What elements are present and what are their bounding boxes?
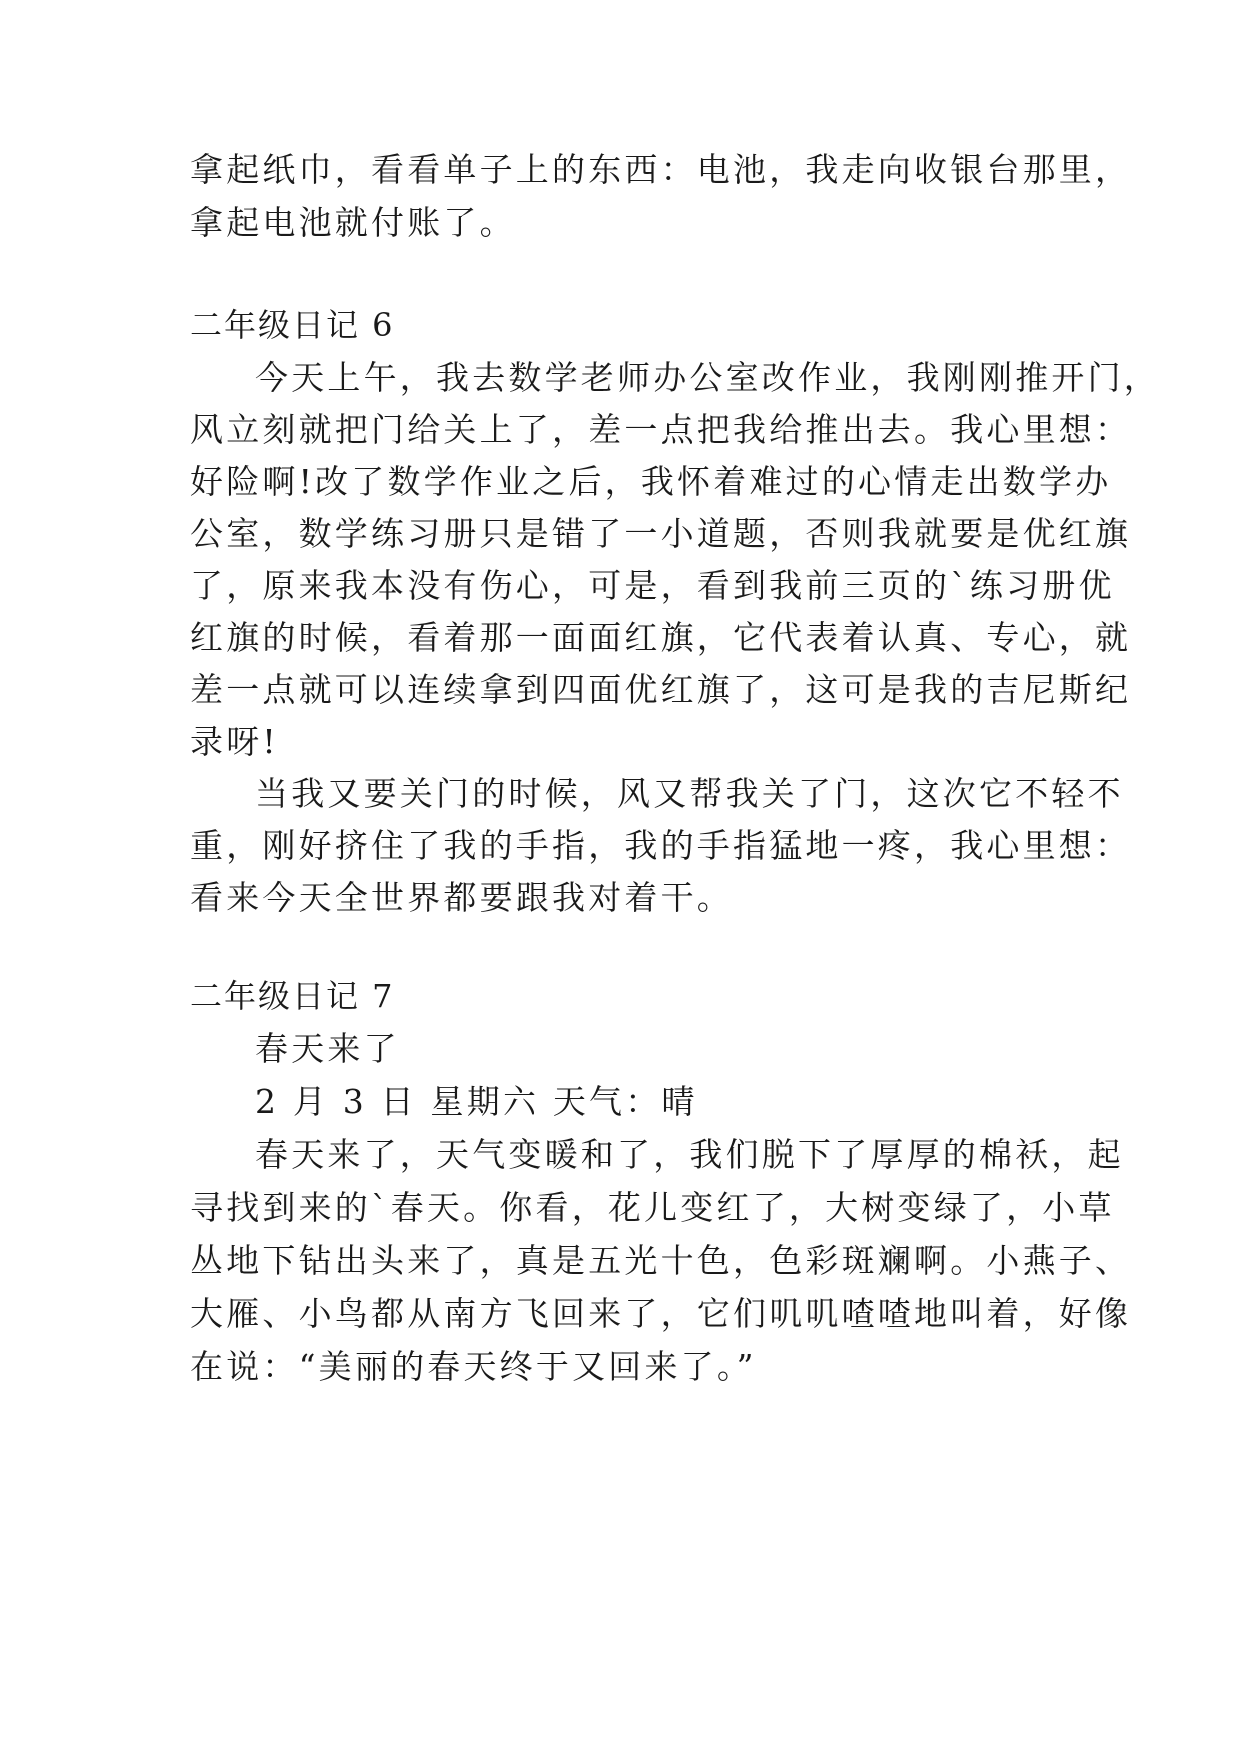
diary6-p2-line-2: 重，刚好挤住了我的手指，我的手指猛地一疼，我心里想：	[190, 826, 1132, 865]
diary6-p1-line-1: 今天上午，我去数学老师办公室改作业，我刚刚推开门，	[255, 358, 1160, 397]
diary7-date-line: 2 月 3 日 星期六 天气：晴	[255, 1082, 698, 1121]
intro-line-1: 拿起纸巾，看看单子上的东西：电池，我走向收银台那里，	[190, 150, 1132, 189]
diary7-p1-line-1: 春天来了，天气变暖和了，我们脱下了厚厚的棉袄，起	[255, 1135, 1124, 1174]
diary6-title: 二年级日记 6	[190, 306, 395, 344]
diary6-p1-line-2: 风立刻就把门给关上了，差一点把我给推出去。我心里想：	[190, 410, 1132, 449]
diary7-title: 二年级日记 7	[190, 977, 395, 1015]
diary6-p1-line-6: 红旗的时候，看着那一面面红旗，它代表着认真、专心，就	[190, 618, 1132, 657]
intro-line-2: 拿起电池就付账了。	[190, 203, 516, 242]
diary6-p1-line-5: 了，原来我本没有伤心，可是，看到我前三页的`练习册优	[190, 566, 1115, 605]
diary7-p1-line-4: 大雁、小鸟都从南方飞回来了，它们叽叽喳喳地叫着，好像	[190, 1294, 1132, 1333]
diary6-p1-line-3: 好险啊!改了数学作业之后，我怀着难过的心情走出数学办	[190, 462, 1112, 501]
diary6-p1-line-7: 差一点就可以连续拿到四面优红旗了，这可是我的吉尼斯纪	[190, 670, 1132, 709]
diary7-p1-line-3: 丛地下钻出头来了，真是五光十色，色彩斑斓啊。小燕子、	[190, 1241, 1132, 1280]
diary6-p2-line-3: 看来今天全世界都要跟我对着干。	[190, 878, 733, 917]
diary6-p1-line-8: 录呀!	[190, 722, 279, 761]
diary6-p2-line-1: 当我又要关门的时候，风又帮我关了门，这次它不轻不	[255, 774, 1124, 813]
diary7-p1-line-5: 在说：“美丽的春天终于又回来了。”	[190, 1347, 757, 1386]
diary6-p1-line-4: 公室，数学练习册只是错了一小道题，否则我就要是优红旗	[190, 514, 1132, 553]
diary7-p1-line-2: 寻找到来的`春天。你看，花儿变红了，大树变绿了，小草	[190, 1188, 1115, 1227]
diary7-subtitle: 春天来了	[255, 1029, 400, 1068]
